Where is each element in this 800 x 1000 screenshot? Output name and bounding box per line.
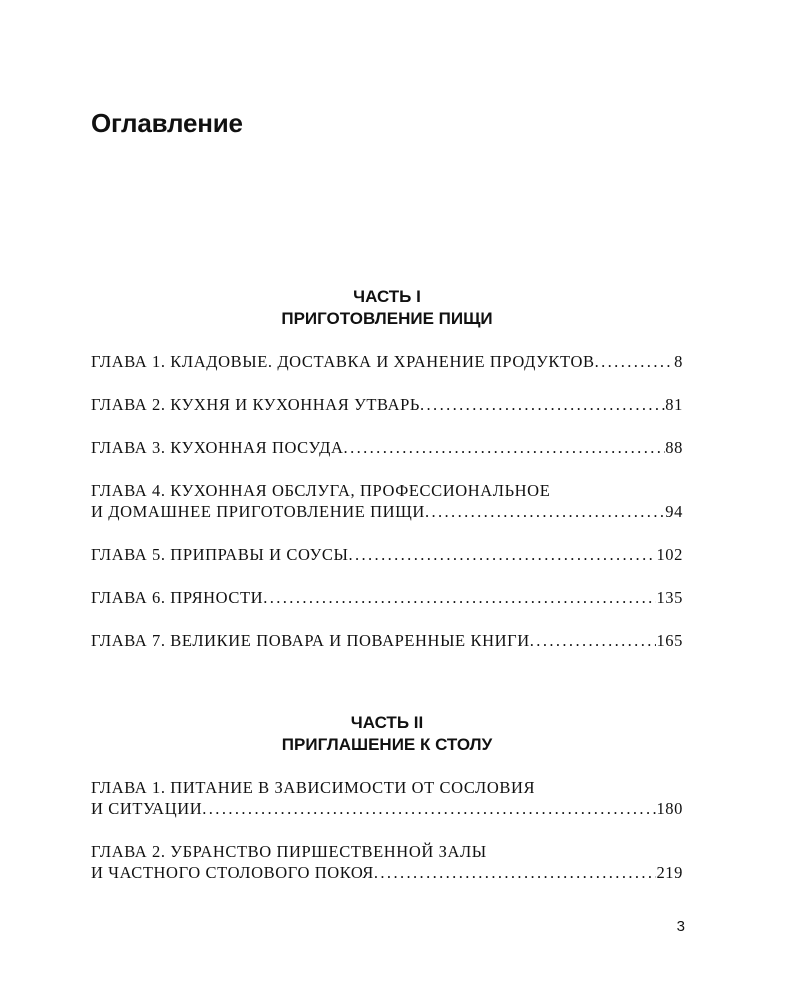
part-2-toc [91, 777, 683, 883]
chapter-title: ГЛАВА 7. ВЕЛИКИЕ ПОВАРА И ПОВАРЕННЫЕ КНИГИ [91, 631, 530, 650]
chapter-title: ГЛАВА 1. КЛАДОВЫЕ. ДОСТАВКА И ХРАНЕНИЕ ПРОДУКТОВ [91, 352, 595, 371]
chapter-title: ГЛАВА 3. КУХОННАЯ ПОСУДА [91, 438, 344, 457]
chapter-title: ГЛАВА 2. КУХНЯ И КУХОННАЯ УТВАРЬ [91, 395, 420, 414]
dot-leader [595, 351, 675, 372]
part-1-toc [91, 351, 683, 651]
chapter-title-continued: И СИТУАЦИИ [91, 799, 203, 818]
dot-leader [530, 630, 657, 651]
toc-entry-part1-ch5[interactable] [91, 544, 683, 565]
chapter-title: ГЛАВА 6. ПРЯНОСТИ [91, 588, 264, 607]
toc-entry-part1-ch7[interactable] [91, 630, 683, 651]
dot-leader [263, 587, 656, 608]
chapter-page: 81 [665, 395, 683, 414]
chapter-title: ГЛАВА 5. ПРИПРАВЫ И СОУСЫ [91, 545, 349, 564]
chapter-page: 94 [665, 502, 683, 521]
chapter-title: ГЛАВА 2. УБРАНСТВО ПИРШЕСТВЕННОЙ ЗАЛЫ [91, 842, 487, 861]
part-2-heading [91, 712, 683, 756]
part-1-label: ЧАСТЬ I [353, 287, 421, 306]
dot-leader [344, 437, 666, 458]
toc-entry-part2-ch2[interactable] [91, 841, 683, 883]
chapter-title-continued: И ДОМАШНЕЕ ПРИГОТОВЛЕНИЕ ПИЩИ [91, 502, 425, 521]
toc-entry-part1-ch6[interactable] [91, 587, 683, 608]
part-1-title: ПРИГОТОВЛЕНИЕ ПИЩИ [281, 309, 493, 328]
chapter-page: 8 [674, 352, 683, 371]
chapter-title-continued: И ЧАСТНОГО СТОЛОВОГО ПОКОЯ [91, 863, 374, 882]
chapter-page: 135 [656, 588, 683, 607]
chapter-page: 219 [656, 863, 683, 882]
dot-leader [374, 862, 657, 883]
toc-entry-part2-ch1[interactable] [91, 777, 683, 819]
page-title: Оглавление [91, 108, 243, 138]
dot-leader [425, 501, 665, 522]
toc-entry-part1-ch3[interactable] [91, 437, 683, 458]
chapter-title: ГЛАВА 1. ПИТАНИЕ В ЗАВИСИМОСТИ ОТ СОСЛОВИЯ [91, 778, 536, 797]
toc-entry-part1-ch2[interactable] [91, 394, 683, 415]
chapter-page: 165 [656, 631, 683, 650]
dot-leader [420, 394, 665, 415]
dot-leader [348, 544, 656, 565]
dot-leader [202, 798, 656, 819]
chapter-page: 88 [665, 438, 683, 457]
chapter-page: 102 [656, 545, 683, 564]
part-2-title: ПРИГЛАШЕНИЕ К СТОЛУ [281, 735, 493, 754]
chapter-title: ГЛАВА 4. КУХОННАЯ ОБСЛУГА, ПРОФЕССИОНАЛЬНОЕ [91, 481, 551, 500]
page-number: 3 [676, 918, 685, 935]
part-1-heading [91, 286, 683, 330]
part-2-label: ЧАСТЬ II [350, 713, 424, 732]
chapter-page: 180 [656, 799, 683, 818]
toc-entry-part1-ch1[interactable] [91, 351, 683, 372]
toc-entry-part1-ch4[interactable] [91, 480, 683, 522]
